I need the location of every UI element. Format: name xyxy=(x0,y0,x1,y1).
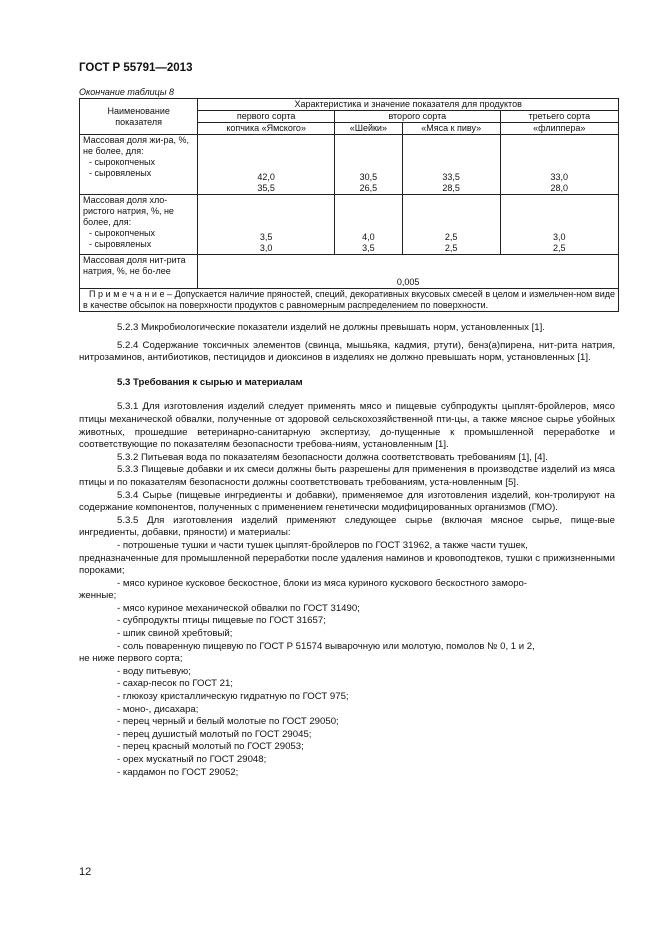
table-row xyxy=(80,195,619,255)
grade-3: третьего сорта xyxy=(500,111,618,123)
table-cell: 3,0 2,5 xyxy=(500,195,618,255)
row-title: Массовая доля хло-ристого натрия, %, не более, для: xyxy=(83,195,174,227)
paragraph-5-2-3: 5.2.3 Микробиологические показатели изделий не должны превышать норм, установленных [1]. xyxy=(117,322,545,333)
grade-2: второго сорта xyxy=(334,111,500,123)
note-label: П р и м е ч а н и е xyxy=(89,289,165,299)
row-sub-1: - сырокопченых xyxy=(89,228,156,238)
row-title: Массовая доля жи-ра, %, не более, для: xyxy=(83,135,190,156)
section-heading-5-3: 5.3 Требования к сырью и материалам xyxy=(117,376,303,388)
list-item: женные; xyxy=(79,590,117,602)
table-cell: 33,0 28,0 xyxy=(500,135,618,195)
list-item: - кардамон по ГОСТ 29052; xyxy=(117,766,239,778)
list-item: - воду питьевую; xyxy=(117,665,191,677)
document-header: ГОСТ Р 55791—2013 xyxy=(79,62,193,74)
list-item: предназначенные для промышленной переработки после удаления наминов и кровоподтеков, тушки с прижизненными пороками; xyxy=(79,552,615,577)
paragraph-5-2-4: 5.2.4 Содержание токсичных элементов (свинца, мышьяка, кадмия, ртути), бенз(а)пирена, нит-рита натрия, нитрозаминов, антибиотиков, пестицидов и диоксинов в изделиях не должно превышать норм, установленных [1]. xyxy=(79,339,615,364)
table-8 xyxy=(79,98,619,312)
list-item: - моно-, дисахара; xyxy=(117,703,199,715)
table-cell: 3,5 3,0 xyxy=(198,195,335,255)
table-cell: 42,0 35,5 xyxy=(198,135,335,195)
table-note-row xyxy=(80,289,619,312)
table-note xyxy=(80,289,619,312)
product-1: копчика «Ямского» xyxy=(198,123,335,135)
paragraph-5-3-3: 5.3.3 Пищевые добавки и их смеси должны быть разрешены для применения в производстве изделий из мяса птицы и по показателям безопасности должны соответствовать требованиям, уста-новленным [5]. xyxy=(79,464,615,488)
col-group-header: Характеристика и значение показателя для продуктов xyxy=(198,99,619,111)
list-item: - субпродукты птицы пищевые по ГОСТ 31657; xyxy=(117,615,326,627)
table-cell: 4,0 3,5 xyxy=(334,195,402,255)
list-item: - мясо куриное механической обвалки по ГОСТ 31490; xyxy=(117,602,360,614)
nitrite-value: 0,005 xyxy=(198,255,619,289)
row-sub-2: - сыровяленых xyxy=(89,168,152,178)
product-4: «флиппера» xyxy=(500,123,618,135)
paragraph-5-3-1: 5.3.1 Для изготовления изделий следует применять мясо и пищевые субпродукты цыплят-бройлеров, мясо птицы механической обвалки, полученные от здоровой сельскохозяйственной пти-цы, а также мясное сырье убойных животных, прошедшие ветеринарно-санитарную экспертизу, до-пущенные к промышленной переработке и соответствующие по показателям безопасности требова-ниям, установленным [1]. xyxy=(79,401,615,451)
list-item: - соль поваренную пищевую по ГОСТ Р 51574 выварочную или молотую, помолов № 0, 1 и 2, xyxy=(117,640,535,652)
list-item: - потрошеные тушки и части тушек цыплят-бройлеров по ГОСТ 31962, а также части тушек, xyxy=(117,539,528,551)
nitrite-name: Массовая доля нит-рита натрия, %, не бо-лее xyxy=(80,255,198,289)
body-text xyxy=(79,322,615,779)
grade-1: первого сорта xyxy=(198,111,335,123)
row-sub-1: - сырокопченых xyxy=(89,157,156,167)
list-item: - мясо куриное кусковое бескостное, блоки из мяса куриного кускового бескостного заморо- xyxy=(117,577,528,589)
list-item: - сахар-песок по ГОСТ 21; xyxy=(117,678,233,690)
paragraph-5-3-5: 5.3.5 Для изготовления изделий применяют следующее сырье (включая мясное сырье, пище-вые ингредиенты, добавки, пряности) и материалы: xyxy=(79,514,615,539)
col-name-header: Наименование показателя xyxy=(80,99,198,135)
list-item: - орех мускатный по ГОСТ 29048; xyxy=(117,754,267,765)
list-item: - перец черный и белый молотые по ГОСТ 29050; xyxy=(117,716,339,728)
list-item: - перец душистый молотый по ГОСТ 29045; xyxy=(117,728,312,740)
list-item: - шпик свиной хребтовый; xyxy=(117,628,233,640)
paragraph-5-3-4: 5.3.4 Сырье (пищевые ингредиенты и добавки), применяемое для изготовления изделий, кон-тролируют на содержание компонентов, полученных с применением генетически модифицированных организмов (ГМО). xyxy=(79,489,615,514)
note-text: – Допускается наличие пряностей, специй, декоративных вкусовых смесей в целом и измельчен-ном виде в качестве обсыпок на поверхности продуктов с равномерным распределением по поверхности. xyxy=(83,289,615,310)
table-row xyxy=(80,255,619,289)
product-2: «Шейки» xyxy=(334,123,402,135)
row-name xyxy=(80,195,198,255)
table-caption: Окончание таблицы 8 xyxy=(79,87,174,97)
table-row xyxy=(80,135,619,195)
product-3: «Мяса к пиву» xyxy=(402,123,500,135)
table-cell: 33,5 28,5 xyxy=(402,135,500,195)
list-item: - глюкозу кристаллическую гидратную по ГОСТ 975; xyxy=(117,691,349,703)
paragraph-5-3-2: 5.3.2 Питьевая вода по показателям безопасности должна соответствовать требованиям [1], [4]. xyxy=(117,451,548,463)
table-cell: 2,5 2,5 xyxy=(402,195,500,255)
row-sub-2: - сыровяленых xyxy=(89,239,152,249)
page-number: 12 xyxy=(79,866,92,878)
list-item: - перец красный молотый по ГОСТ 29053; xyxy=(117,741,304,753)
table-cell: 30,5 26,5 xyxy=(334,135,402,195)
list-item: не ниже первого сорта; xyxy=(79,653,183,665)
table-header-row xyxy=(80,99,619,111)
row-name xyxy=(80,135,198,195)
